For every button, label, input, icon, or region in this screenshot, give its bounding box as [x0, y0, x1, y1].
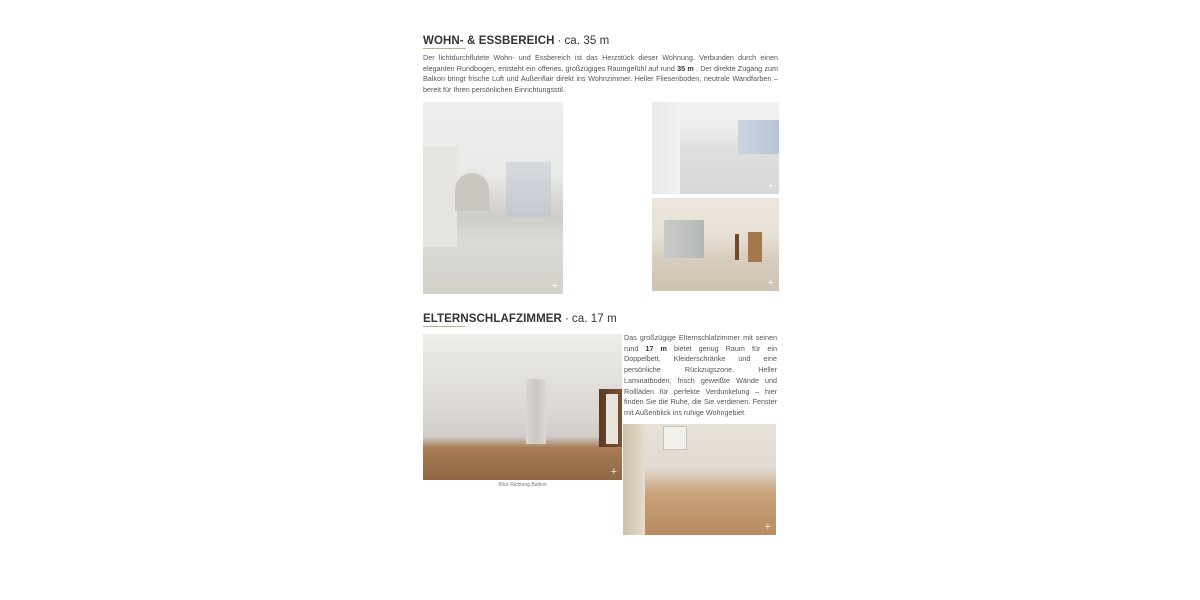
photo-detail [526, 379, 546, 444]
expand-icon[interactable]: + [764, 521, 771, 533]
living-dining-description [423, 53, 778, 96]
title-underline [423, 326, 466, 327]
description-text: . Der direkte Zugang zum Balkon bringt frische Luft und Außenflair direkt ins Wohnzimmer. Heller Fliesenboden, neutrale Wandfarben – bereit für Ihren persönlichen Einrichtungsstil. [423, 63, 778, 95]
section-title-master-bedroom [423, 313, 617, 325]
master-bedroom-description [624, 333, 777, 419]
title-underline [423, 48, 466, 49]
photo-detail [652, 102, 680, 194]
expand-icon[interactable]: + [610, 466, 617, 478]
photo-detail [455, 173, 489, 211]
photo-detail [748, 232, 762, 262]
title-separator: · [557, 35, 562, 47]
title-separator: · [564, 313, 569, 325]
living-room-archway-photo[interactable] [423, 102, 563, 294]
section-area: ca. 35 m [564, 35, 610, 47]
section-area: ca. 17 m [571, 313, 617, 325]
living-room-doors-photo[interactable] [652, 198, 779, 291]
bedroom-window-photo[interactable] [623, 424, 776, 535]
photo-detail [738, 120, 779, 154]
photo-detail [506, 162, 551, 217]
photo-detail [735, 234, 739, 260]
area-highlight: 17 m [645, 343, 667, 353]
area-highlight: 35 m [677, 63, 694, 73]
photo-detail [623, 424, 645, 535]
section-title-living-dining [423, 35, 609, 47]
description-text: Das großzügige Elternschlafzimmer mit seinen rund [624, 333, 777, 353]
expand-icon[interactable]: + [551, 280, 558, 292]
photo-detail [663, 426, 687, 450]
expand-icon[interactable]: + [767, 277, 774, 289]
living-room-tiles-photo[interactable] [652, 102, 779, 194]
photo-caption: Blick Richtung Balkon [498, 482, 547, 488]
description-text: bietet genug Raum für ein Doppelbett, Kleiderschränke und eine persönliche Rückzugszone. Heller Laminatboden, frisch geweißte Wände und Rollläden für perfekte Verdunkelung – hier finden Sie die Ruhe, die Sie verdienen. Fenster mit Außenblick ins ruhige Wohngebiet. [624, 343, 778, 417]
section-title-text: ELTERNSCHLAFZIMMER [423, 313, 562, 325]
photo-detail [423, 147, 457, 247]
section-title-text: WOHN- & ESSBEREICH [423, 35, 555, 47]
photo-detail [606, 394, 618, 444]
description-text: Der lichtdurchflutete Wohn- und Essbereich ist das Herzstück dieser Wohnung. Verbunden durch einen eleganten Rundbogen, entsteht ein offenes, großzügiges Raumgefühl auf rund [423, 53, 778, 73]
bedroom-wide-photo[interactable] [423, 334, 622, 480]
photo-detail [664, 220, 704, 258]
expand-icon[interactable]: + [767, 180, 774, 192]
